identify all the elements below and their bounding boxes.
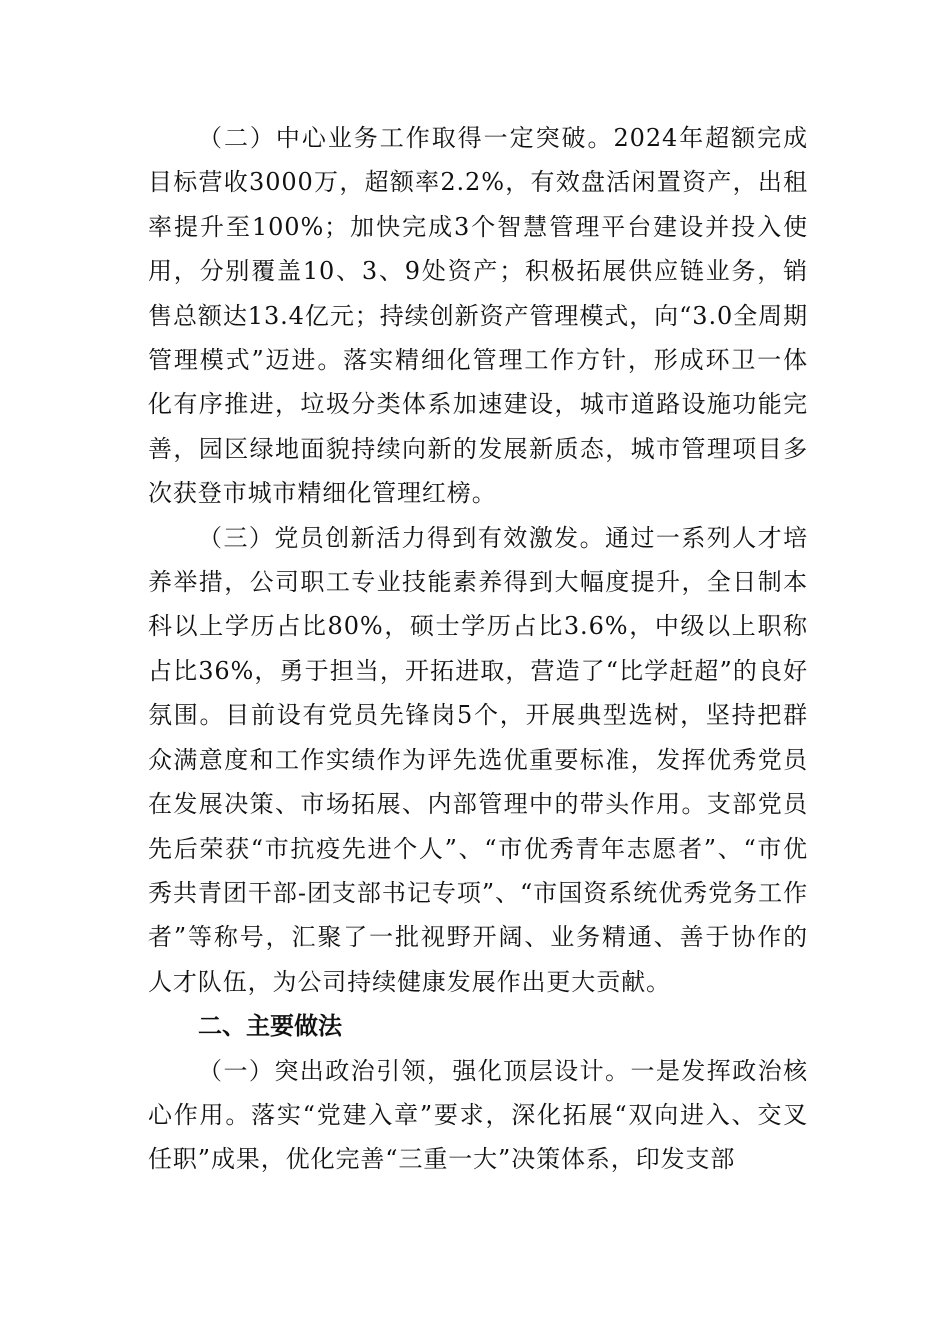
- paragraph-body: 2024年超额完成目标营收3000万，超额率2.2%，有效盘活闲置资产，出租率提升至100%；加快完成3个智慧管理平台建设并投入使用，分别覆盖10、3、9处资产；积极拓展供应链业务，销售总额达13.4亿元；持续创新资产管理模式，向“3.0全周期管理模式”迈进。落实精细化管理工作方针，形成环卫一体化有序推进，垃圾分类体系加速建设，城市道路设施功能完善，园区绿地面貌持续向新的发展新质态，城市管理项目多次获登市城市精细化管理红榜。: [148, 124, 808, 508]
- paragraph-political-leadership: [148, 1049, 808, 1182]
- document-page: [148, 116, 808, 1182]
- paragraph-business-breakthrough: [148, 116, 808, 516]
- paragraph-lead: （一）突出政治引领，强化顶层设计。: [198, 1056, 631, 1085]
- paragraph-body: 通过一系列人才培养举措，公司职工专业技能素养得到大幅度提升，全日制本科以上学历占比80%，硕士学历占比3.6%，中级以上职称占比36%，勇于担当，开拓进取，营造了“比学赶超”的良好氛围。目前设有党员先锋岗5个，开展典型选树，坚持把群众满意度和工作实绩作为评先选优重要标准，发挥优秀党员在发展决策、市场拓展、内部管理中的带头作用。支部党员先后荣获“市抗疫先进个人”、“市优秀青年志愿者”、“市优秀共青团干部-团支部书记专项”、“市国资系统优秀党务工作者”等称号，汇聚了一批视野开阔、业务精通、善于协作的人才队伍，为公司持续健康发展作出更大贡献。: [148, 523, 809, 996]
- paragraph-member-innovation: [148, 516, 808, 1004]
- section-heading: 二、主要做法: [198, 1012, 342, 1041]
- paragraph-lead: （二）中心业务工作取得一定突破。: [198, 124, 614, 152]
- paragraph-body: 一是发挥政治核心作用。落实“党建入章”要求，深化拓展“双向进入、交叉任职”成果，优化完善“三重一大”决策体系，印发支部: [148, 1056, 808, 1174]
- paragraph-lead: （三）党员创新活力得到有效激发。: [198, 523, 606, 552]
